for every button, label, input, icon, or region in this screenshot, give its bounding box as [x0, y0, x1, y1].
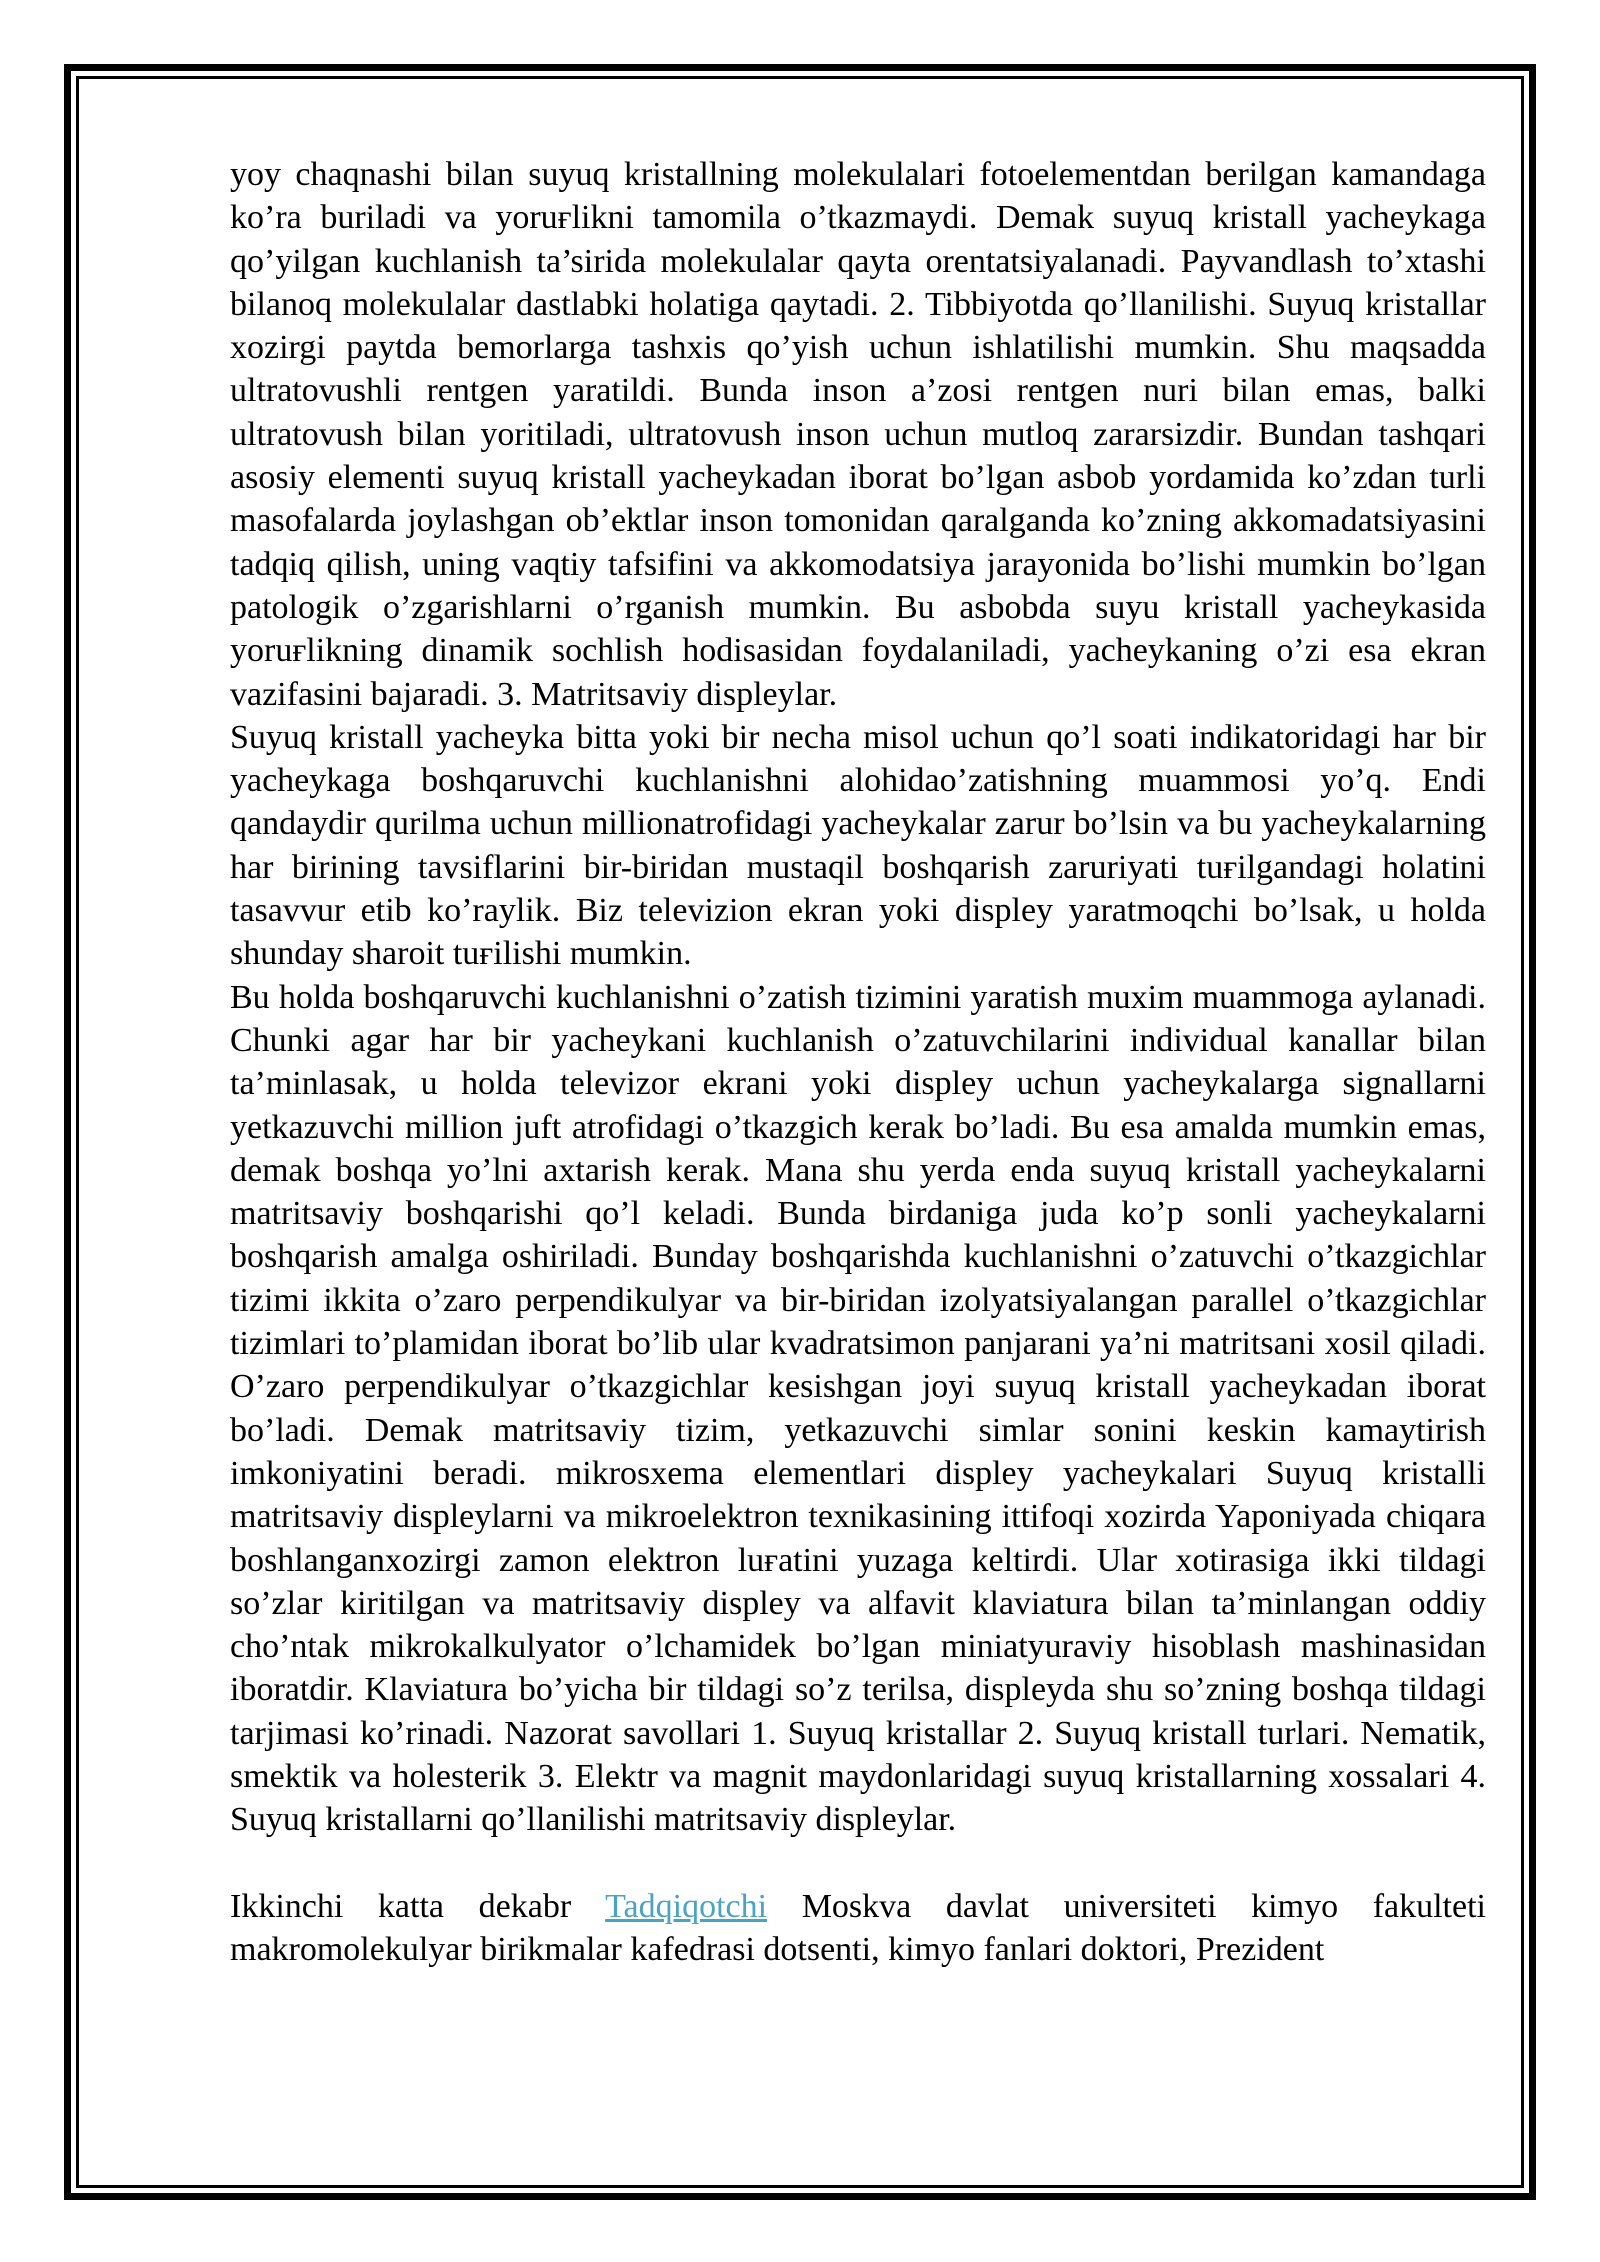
researcher-link[interactable]: Tadqiqotchi — [605, 1887, 768, 1925]
document-body — [230, 153, 1486, 1971]
paragraph-spacer — [230, 1842, 1486, 1885]
paragraph-4-tail-text: Moskva davlat universiteti kimyo fakulteti makromolekulyar birikmalar kafedrasi dotsenti, kimyo fanlari doktori, Prezident — [230, 1887, 1486, 1969]
paragraph-1: yoy chaqnashi bilan suyuq kristallning molekulalari fotoelementdan berilgan kamandaga ko’ra buriladi va yoruғlikni tamomila o’tkazmaydi. Demak suyuq kristall yacheykaga qo’yilgan kuchlanish ta’sirida molekulalar qayta orentatsiyalanadi. Payvandlash to’xtashi bilanoq molekulalar dastlabki holatiga qaytadi. 2. Tibbiyotda qo’llanilishi. Suyuq kristallar xozirgi paytda bemorlarga tashxis qo’yish uchun ishlatilishi mumkin. Shu maqsadda ultratovushli rentgen yaratildi. Bunda inson a’zosi rentgen nuri bilan emas, balki ultratovush bilan yoritiladi, ultratovush inson uchun mutloq zararsizdir. Bundan tashqari asosiy elementi suyuq kristall yacheykadan iborat bo’lgan asbob yordamida ko’zdan turli masofalarda joylashgan ob’ektlar inson tomonidan qaralganda ko’zning akkomadatsiyasini tadqiq qilish, uning vaqtiy tafsifini va akkomodatsiya jarayonida bo’lishi mumkin bo’lgan patologik o’zgarishlarni o’rganish mumkin. Bu asbobda suyu kristall yacheykasida yoruғlikning dinamik sochlish hodisasidan foydalaniladi, yacheykaning o’zi esa ekran vazifasini bajaradi. 3. Matritsaviy displeylar. — [230, 156, 1486, 713]
paragraph-4-lead-text: Ikkinchi katta dekabr — [230, 1887, 606, 1925]
paragraph-4 — [230, 1885, 1486, 1972]
paragraph-3: Bu holda boshqaruvchi kuchlanishni o’zatish tizimini yaratish muxim muammoga aylanadi. Chunki agar har bir yacheykani kuchlanish o’zatuvchilarini individual kanallar bilan ta’minlasak, u holda televizor ekrani yoki displey uchun yacheykalarga signallarni yetkazuvchi million juft atrofidagi o’tkazgich kerak bo’ladi. Bu esa amalda mumkin emas, demak boshqa yo’lni axtarish kerak. Mana shu yerda enda suyuq kristall yacheykalarni matritsaviy boshqarishi qo’l keladi. Bunda birdaniga juda ko’p sonli yacheykalarni boshqarish amalga oshiriladi. Bunday boshqarishda kuchlanishni o’zatuvchi o’tkazgichlar tizimi ikkita o’zaro perpendikulyar va bir-biridan izolyatsiyalangan parallel o’tkazgichlar tizimlari to’plamidan iborat bo’lib ular kvadratsimon panjarani ya’ni matritsani xosil qiladi. O’zaro perpendikulyar o’tkazgichlar kesishgan joyi suyuq kristall yacheykadan iborat bo’ladi. Demak matritsaviy tizim, yetkazuvchi simlar sonini keskin kamaytirish imkoniyatini beradi. mikrosxema elementlari displey yacheykalari Suyuq kristalli matritsaviy displeylarni va mikroelektron texnikasining ittifoqi xozirda Yaponiyada chiqara boshlanganxozirgi zamon elektron luғatini yuzaga keltirdi. Ular xotirasiga ikki tildagi so’zlar kiritilgan va matritsaviy displey va alfavit klaviatura bilan ta’minlangan oddiy cho’ntak mikrokalkulyator o’lchamidek bo’lgan miniatyuraviy hisoblash mashinasidan iboratdir. Klaviatura bo’yicha bir tildagi so’z terilsa, displeyda shu so’zning boshqa tildagi tarjimasi ko’rinadi. Nazorat savollari 1. Suyuq kristallar 2. Suyuq kristall turlari. Nematik, smektik va holesterik 3. Elektr va magnit maydonlaridagi suyuq kristallarning xossalari 4. Suyuq kristallarni qo’llanilishi matritsaviy displeylar. — [230, 978, 1486, 1839]
paragraph-2: Suyuq kristall yacheyka bitta yoki bir necha misol uchun qo’l soati indikatoridagi har bir yacheykaga boshqaruvchi kuchlanishni alohidao’zatishning muammosi yo’q. Endi qandaydir qurilma uchun millionatrofidagi yacheykalar zarur bo’lsin va bu yacheykalarning har birining tavsiflarini bir-biridan mustaqil boshqarish zaruriyati tuғilgandagi holatini tasavvur etib ko’raylik. Biz televizion ekran yoki displey yaratmoqchi bo’lsak, u holda shunday sharoit tuғilishi mumkin. — [230, 718, 1486, 973]
